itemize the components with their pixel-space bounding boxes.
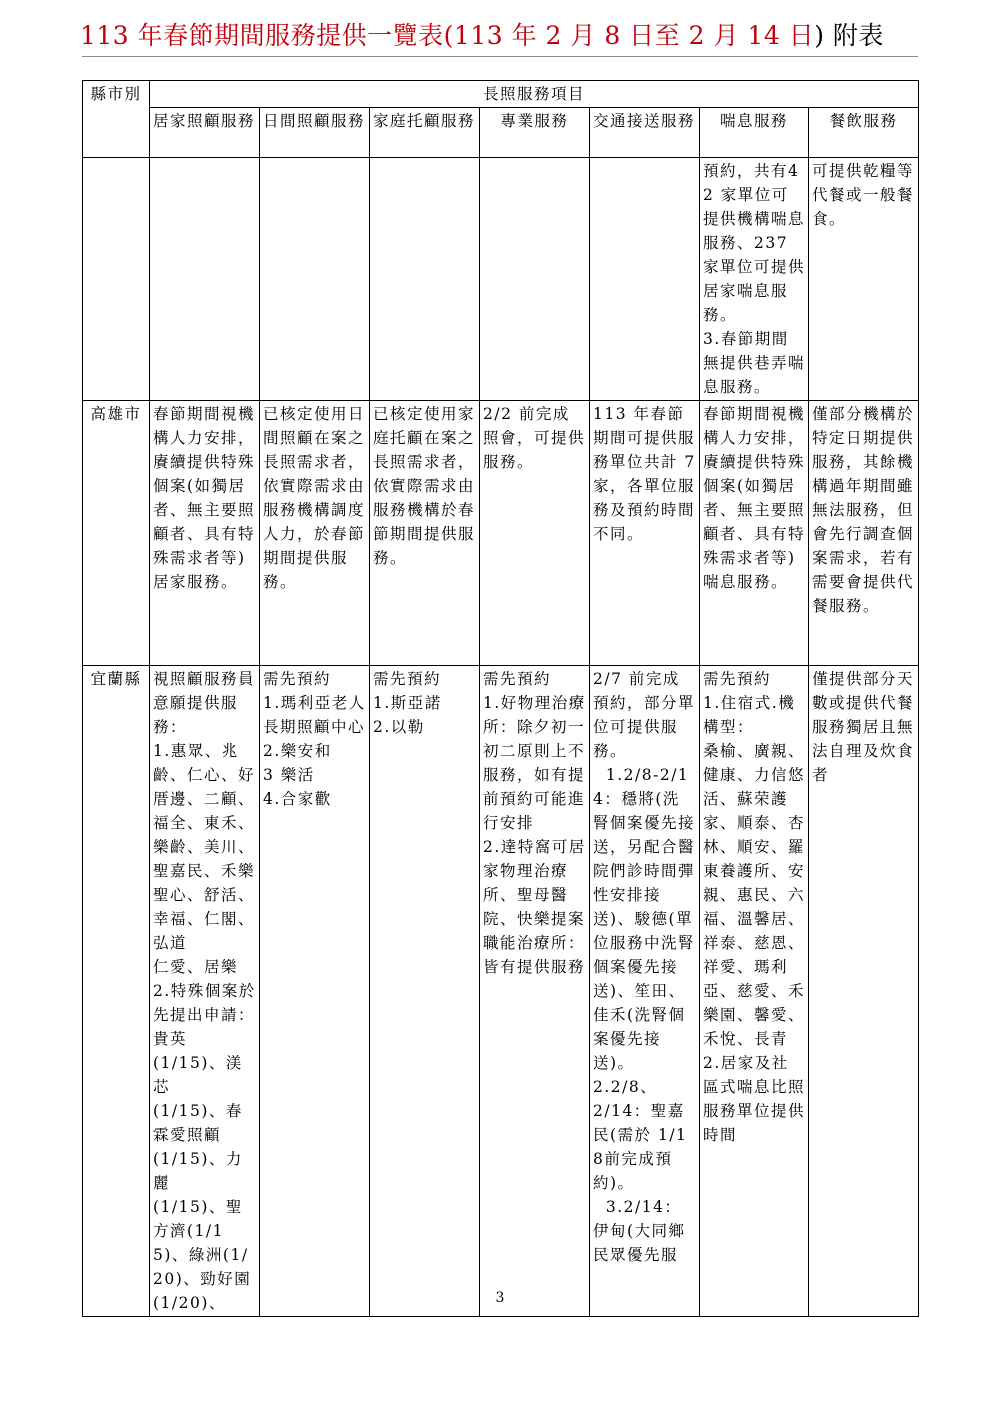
cell-professional [480,158,590,401]
county-cell: 高雄市 [83,401,150,666]
cell-day-care: 已核定使用日間照顧在案之長照需求者，依實際需求由服務機構調度人力，於春節期間提供服務。 [260,401,370,666]
cell-transport: 2/7 前完成預約，部分單位可提供服務。 1.2/8-2/14：穩將(洗腎個案優先接送，另配合醫院們診時間彈性安排接送)、駿德(單位服務中洗腎個案優先接送)、笙田、佳禾(洗腎個案優先接送)。 2.2/8、 2/14：聖嘉民(需於 1/18前完成預約)。 3.2/14：伊甸(大同鄉民眾優先服 [590,666,700,1317]
col-header-meal: 餐飲服務 [809,108,919,158]
cell-family-care: 已核定使用家庭托顧在案之長照需求者，依實際需求由服務機構於春節期間提供服務。 [370,401,480,666]
page-number: 3 [495,1290,505,1306]
cell-professional: 需先預約 1.好物理治療所：除夕初一初二原則上不服務，如有提前預約可能進行安排 2.達特窩可居家物理治療所、聖母醫院、快樂提案職能治療所：皆有提供服務 [480,666,590,1317]
table-row [83,666,919,1317]
county-cell: 宜蘭縣 [83,666,150,1317]
service-table [82,80,919,1317]
col-header-respite: 喘息服務 [700,108,809,158]
group-header: 長照服務項目 [150,81,919,108]
cell-meal: 僅部分機構於特定日期提供服務，其餘機構過年期間雖無法服務，但會先行調查個案需求，若有需要會提供代餐服務。 [809,401,919,666]
page-title [80,16,920,52]
cell-professional: 2/2 前完成照會，可提供服務。 [480,401,590,666]
col-header-professional: 專業服務 [480,108,590,158]
title-date-range: 113 年 2 月 8 日至 2 月 14 日 [453,21,815,50]
col-header-family-care: 家庭托顧服務 [370,108,480,158]
cell-home-care: 視照顧服務員意願提供服務： 1.惠眾、兆齡、仁心、好厝邊、二顧、福全、東禾、樂齡、美川、聖嘉民、禾樂聖心、舒活、幸福、仁閣、弘道 仁愛、居樂 2.特殊個案於先提出申請：貴英 (1/15)、渼芯 (1/15)、春霖愛照顧 (1/15)、力麗 (1/15)、聖方濟(1/15)、綠洲(1/20)、勁好園(1/20)、 [150,666,260,1317]
county-cell [83,158,150,401]
cell-transport [590,158,700,401]
header-row-1 [83,81,919,108]
title-rule [82,56,918,57]
cell-respite: 春節期間視機構人力安排，賡續提供特殊個案(如獨居 者、無主要照顧者、具有特殊需求者等)喘息服務。 [700,401,809,666]
cell-day-care: 需先預約 1.瑪利亞老人長期照顧中心 2.樂安和 3 樂活 4.合家歡 [260,666,370,1317]
col-header-transport: 交通接送服務 [590,108,700,158]
cell-home-care [150,158,260,401]
col-header-home-care: 居家照顧服務 [150,108,260,158]
cell-respite: 預約，共有42 家單位可提供機構喘息服務、237家單位可提供居家喘息服務。 3.春節期間無提供巷弄喘息服務。 [700,158,809,401]
table-row [83,158,919,401]
table-row [83,401,919,666]
county-header: 縣市別 [83,81,150,158]
col-header-day-care: 日間照顧服務 [260,108,370,158]
title-part-1: 113 年春節期間服務提供一覽表( [80,21,454,50]
cell-transport: 113 年春節期間可提供服務單位共計 7 家，各單位服務及預約時間不同。 [590,401,700,666]
title-part-3: ) 附表 [814,21,884,50]
cell-respite: 需先預約 1.住宿式.機構型： 桑榆、廣親、健康、力信悠活、蘇荣護家、順泰、杏林、順安、羅東養護所、安親、惠民、六福、溫馨居、祥泰、慈恩、祥愛、瑪利亞、慈愛、禾樂園、馨愛、禾悅、長青 2.居家及社區式喘息比照服務單位提供時間 [700,666,809,1317]
cell-day-care [260,158,370,401]
cell-home-care: 春節期間視機構人力安排，賡續提供特殊個案(如獨居 者、無主要照顧者、具有特殊需求者等)居家服務。 [150,401,260,666]
cell-meal: 僅提供部分天數或提供代餐服務獨居且無法自理及炊食者 [809,666,919,1317]
cell-family-care [370,158,480,401]
cell-family-care: 需先預約 1.斯亞諾 2.以勒 [370,666,480,1317]
cell-meal: 可提供乾糧等代餐或一般餐食。 [809,158,919,401]
header-row-2 [83,108,919,158]
